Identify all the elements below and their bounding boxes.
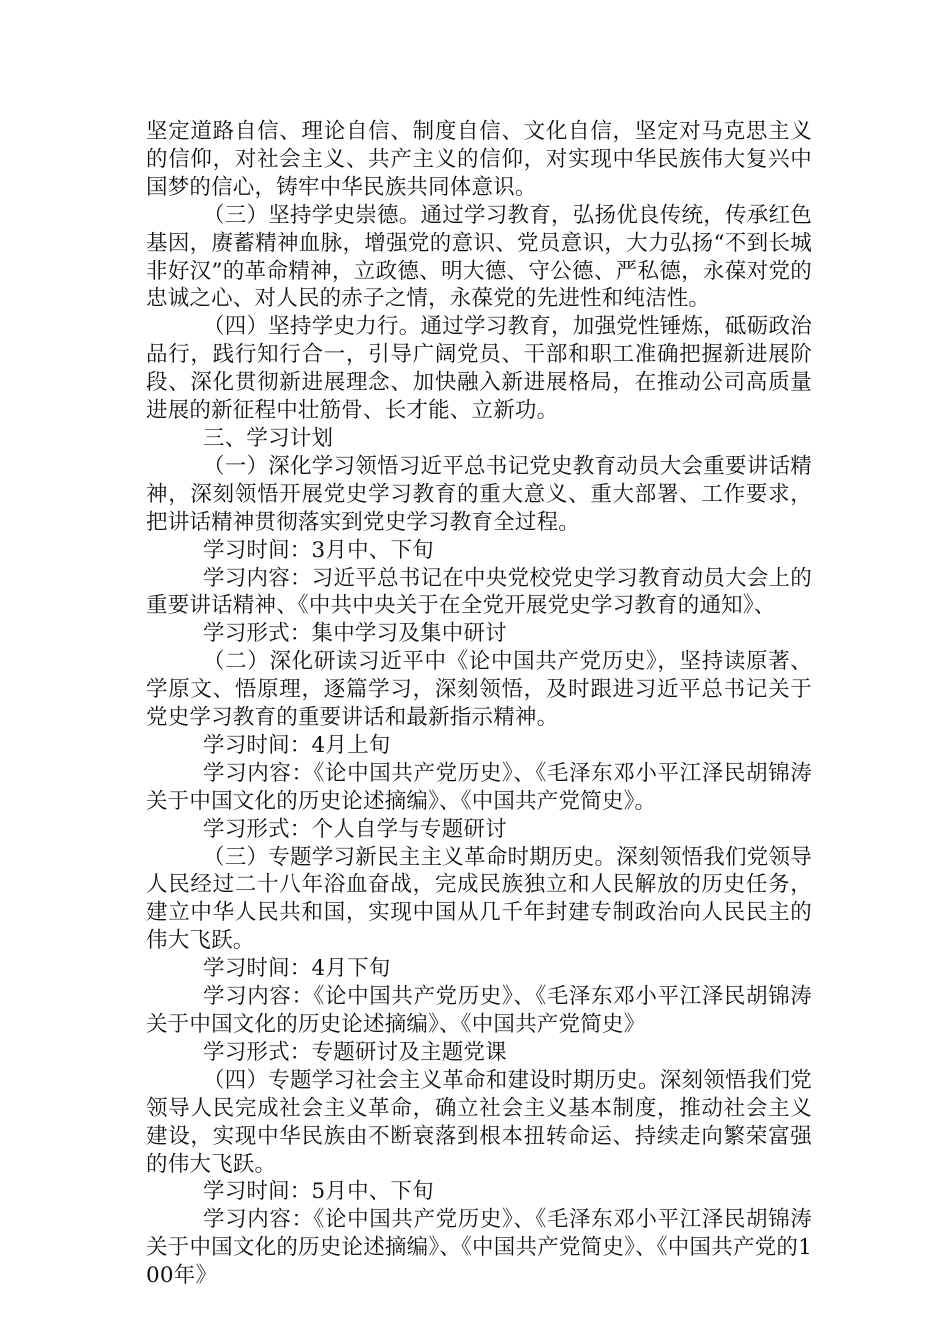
plan-item-2-format: 学习形式：个人自学与专题研讨 — [203, 816, 507, 842]
plan-item-3-content: 学习内容：《论中国共产党历史》、《毛泽东邓小平江泽民胡锦涛关于中国文化的历史论述摘编》、《中国共产党简史》 — [146, 984, 812, 1037]
paragraph-principle-4: （四）坚持学史力行。通过学习教育，加强党性锤炼，砥砺政治品行，践行知行合一，引导广阔党员、干部和职工准确把握新进展阶段、深化贯彻新进展理念、加快融入新进展格局，在推动公司高质量进展的新征程中壮筋骨、长才能、立新功。 — [146, 314, 812, 424]
plan-item-1-time: 学习时间：3月中、下旬 — [203, 537, 434, 563]
plan-item-1: （一）深化学习领悟习近平总书记党史教育动员大会重要讲话精神，深刻领悟开展党史学习教育的重大意义、重大部署、工作要求，把讲话精神贯彻落实到党史学习教育全过程。 — [146, 453, 812, 535]
document-page — [146, 118, 812, 1290]
paragraph-principle-3: （三）坚持学史崇德。通过学习教育，弘扬优良传统，传承红色基因，赓蓄精神血脉，增强党的意识、党员意识，大力弘扬“不到长城非好汉”的革命精神，立政德、明大德、守公德、严私德，永葆对党的忠诚之心、对人民的赤子之情，永葆党的先进性和纯洁性。 — [146, 202, 812, 312]
plan-item-3: （三）专题学习新民主主义革命时期历史。深刻领悟我们党领导人民经过二十八年浴血奋战，完成民族独立和人民解放的历史任务，建立中华人民共和国，实现中国从几千年封建专制政治向人民民主的伟大飞跃。 — [146, 844, 812, 954]
plan-item-2-content: 学习内容：《论中国共产党历史》、《毛泽东邓小平江泽民胡锦涛关于中国文化的历史论述摘编》、《中国共产党简史》。 — [146, 760, 812, 814]
plan-item-3-format: 学习形式：专题研讨及主题党课 — [203, 1039, 507, 1065]
section-heading-study-plan: 三、学习计划 — [203, 425, 334, 451]
plan-item-2: （二）深化研读习近平中《论中国共产党历史》，坚持读原著、学原文、悟原理，逐篇学习，深刻领悟，及时跟进习近平总书记关于党史学习教育的重要讲话和最新指示精神。 — [146, 649, 812, 731]
plan-item-4-time: 学习时间：5月中、下旬 — [203, 1179, 434, 1205]
plan-item-4: （四）专题学习社会主义革命和建设时期历史。深刻领悟我们党领导人民完成社会主义革命，确立社会主义基本制度，推动社会主义建设，实现中华民族由不断衰落到根本扭转命运、持续走向繁荣富强的伟大飞跃。 — [146, 1067, 812, 1177]
paragraph-continuation: 坚定道路自信、理论自信、制度自信、文化自信，坚定对马克思主义的信仰，对社会主义、共产主义的信仰，对实现中华民族伟大复兴中国梦的信心，铸牢中华民族共同体意识。 — [146, 119, 812, 200]
plan-item-1-format: 学习形式：集中学习及集中研讨 — [203, 621, 507, 647]
plan-item-2-time: 学习时间：4月上旬 — [203, 732, 391, 758]
plan-item-4-content: 学习内容：《论中国共产党历史》、《毛泽东邓小平江泽民胡锦涛关于中国文化的历史论述摘编》、《中国共产党简史》、《中国共产党的100年》 — [146, 1207, 812, 1289]
plan-item-3-time: 学习时间：4月下旬 — [203, 956, 391, 982]
plan-item-1-content: 学习内容：习近平总书记在中央党校党史学习教育动员大会上的重要讲话精神、《中共中央关于在全党开展党史学习教育的通知》、 — [146, 565, 812, 619]
